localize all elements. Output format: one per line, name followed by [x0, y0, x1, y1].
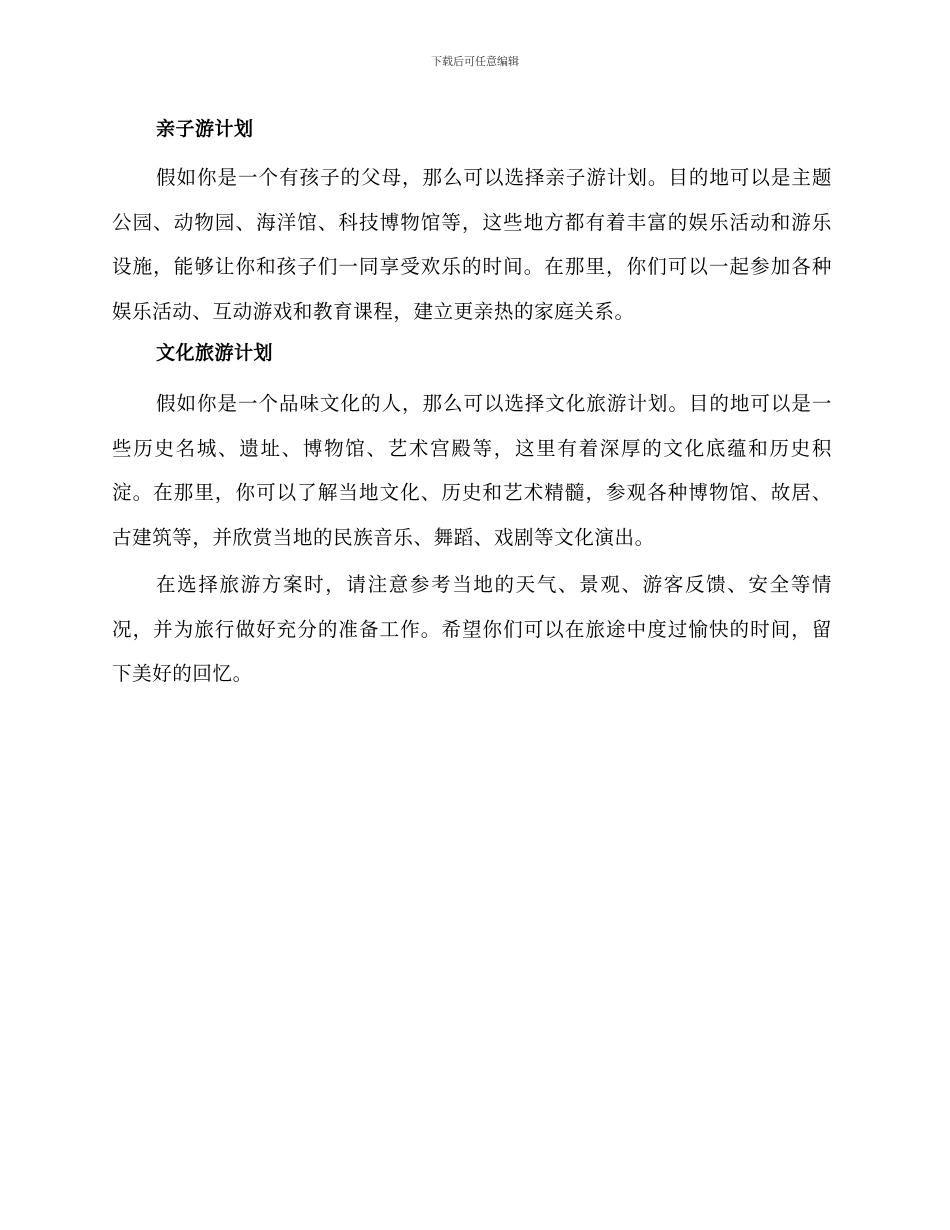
section-heading-culture-trip: 文化旅游计划 [156, 342, 274, 364]
section-paragraph-culture-trip: 假如你是一个品味文化的人，那么可以选择文化旅游计划。目的地可以是一些历史名城、遗址、博物馆、艺术宫殿等，这里有着深厚的文化底蕴和历史积淀。在那里，你可以了解当地文化、历史和艺术精髓，参观各种博物馆、故居、古建筑等，并欣赏当地的民族音乐、舞蹈、戏剧等文化演出。 [112, 392, 832, 549]
section-paragraph-family-trip: 假如你是一个有孩子的父母，那么可以选择亲子游计划。目的地可以是主题公园、动物园、海洋馆、科技博物馆等，这些地方都有着丰富的娱乐活动和游乐设施，能够让你和孩子们一同享受欢乐的时间。在那里，你们可以一起参加各种娱乐活动、互动游戏和教育课程，建立更亲热的家庭关系。 [112, 166, 832, 323]
document-body [112, 112, 832, 697]
page-header: 下载后可任意编辑 [431, 55, 519, 68]
section-heading-family-trip: 亲子游计划 [156, 118, 254, 140]
closing-paragraph: 在选择旅游方案时，请注意参考当地的天气、景观、游客反馈、安全等情况，并为旅行做好充分的准备工作。希望你们可以在旅途中度过愉快的时间，留下美好的回忆。 [112, 573, 832, 685]
